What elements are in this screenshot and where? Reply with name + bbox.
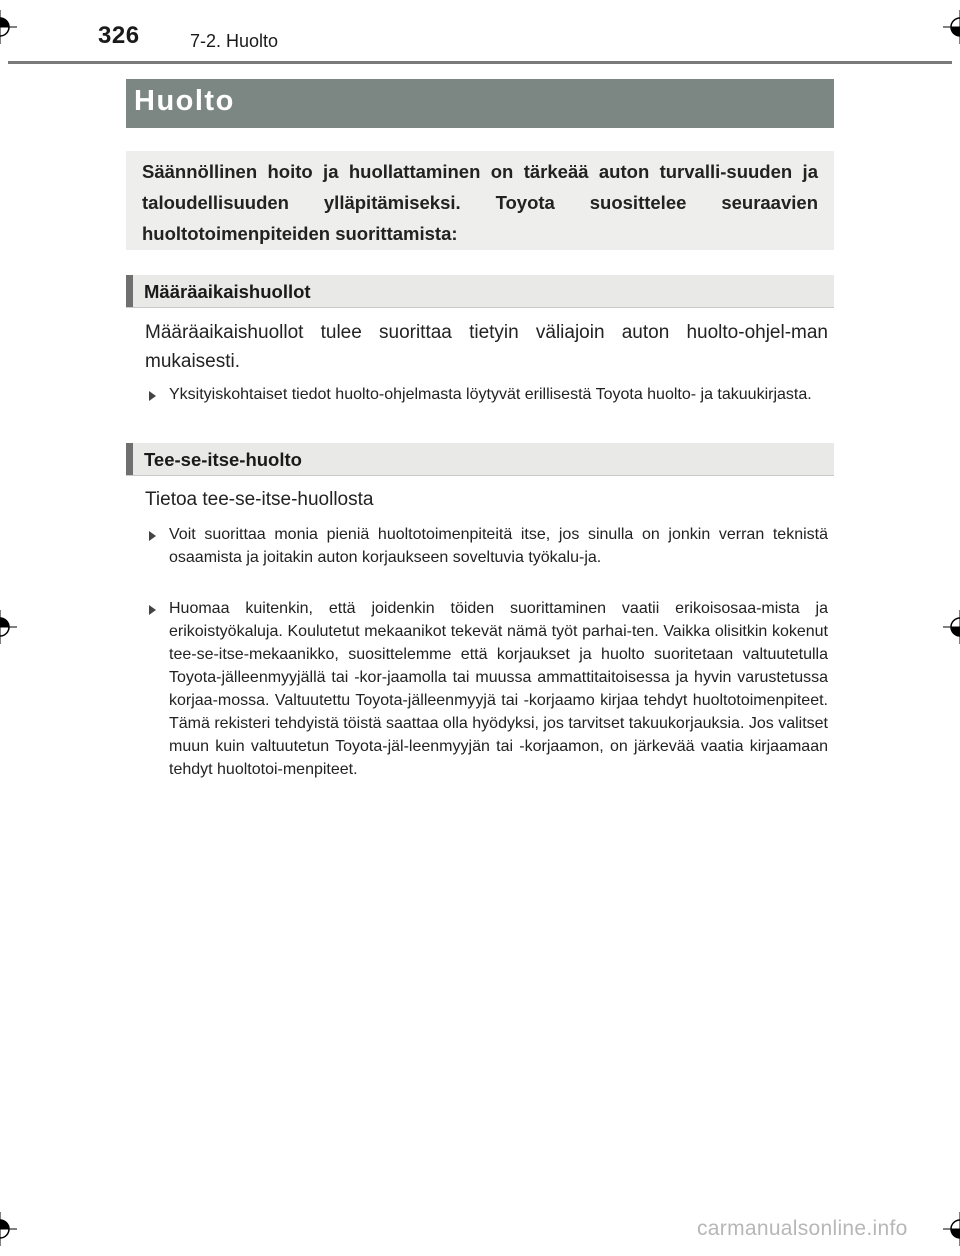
triangle-bullet-icon (149, 391, 156, 401)
section-heading-label: Määräaikaishuollot (144, 281, 311, 302)
section-heading-maaraaikaishuollot (126, 275, 834, 308)
header-divider (8, 61, 952, 64)
registration-mark-mid-left-icon (0, 610, 17, 644)
registration-mark-top-left-icon (0, 10, 17, 44)
heading-accent-bar (126, 275, 133, 307)
triangle-bullet-icon (149, 531, 156, 541)
heading-accent-bar (126, 443, 133, 475)
watermark: carmanualsonline.info (697, 1217, 908, 1240)
section-heading-label: Tee-se-itse-huolto (144, 449, 302, 470)
title-bar (126, 79, 834, 128)
section-label: 7-2. Huolto (190, 31, 279, 51)
page-number: 326 (98, 22, 140, 49)
section-body: Määräaikaishuollot tulee suorittaa tietyin väliajoin auton huolto-ohjel-man mukaisesti. (145, 322, 828, 372)
section-heading-tee-se-itse-huolto (126, 443, 834, 476)
note-text: Huomaa kuitenkin, että joidenkin töiden suorittaminen vaatii erikoisosaa-mista ja erikoistyökaluja. Koulutetut mekaanikot tekevät nämä työt parhai-ten. Vaikka olisitkin kokenut tee-se-itse-mekaanikko, suosittelemme että korjaukset ja huolto suoritetaan valtuutetulla Toyota-jälleenmyyjällä tai -kor-jaamolla tai muussa ammattitaitoisessa ja hyvin varustetussa korjaa-mossa. Valtuutettu Toyota-jälleenmyyjä tai -korjaamo kirjaa tehdyt huoltotoimenpiteet. Tämä rekisteri tehdyistä töistä saattaa olla hyödyksi, jos tarvitset takuukorjauksia. Jos valitset muun kuin valtuutetun Toyota-jäl-leenmyyjän tai -korjaamon, on järkevää vaatia kirjaamaan tehdyt huoltotoi-menpiteet. (169, 600, 828, 778)
registration-mark-bottom-left-icon (0, 1212, 17, 1246)
registration-mark-bottom-right-icon (943, 1212, 960, 1246)
page-title: Huolto (134, 85, 235, 117)
registration-mark-top-right-icon (943, 10, 960, 44)
note-text: Voit suorittaa monia pieniä huoltotoimenpiteitä itse, jos sinulla on jonkin verran teknistä osaamista ja joitakin auton korjaukseen soveltuvia työkalu-ja. (169, 526, 828, 566)
triangle-bullet-icon (149, 605, 156, 615)
registration-mark-mid-right-icon (943, 610, 960, 644)
note-text: Yksityiskohtaiset tiedot huolto-ohjelmasta löytyvät erillisestä Toyota huolto- ja takuukirjasta. (169, 386, 812, 403)
section-body: Tietoa tee-se-itse-huollosta (145, 489, 374, 510)
intro-box: Säännöllinen hoito ja huollattaminen on tärkeää auton turvalli-suuden ja taloudellisuuden ylläpitämiseksi. Toyota suosittelee seuraavien huoltotoimenpiteiden suorittamista: (126, 151, 834, 250)
